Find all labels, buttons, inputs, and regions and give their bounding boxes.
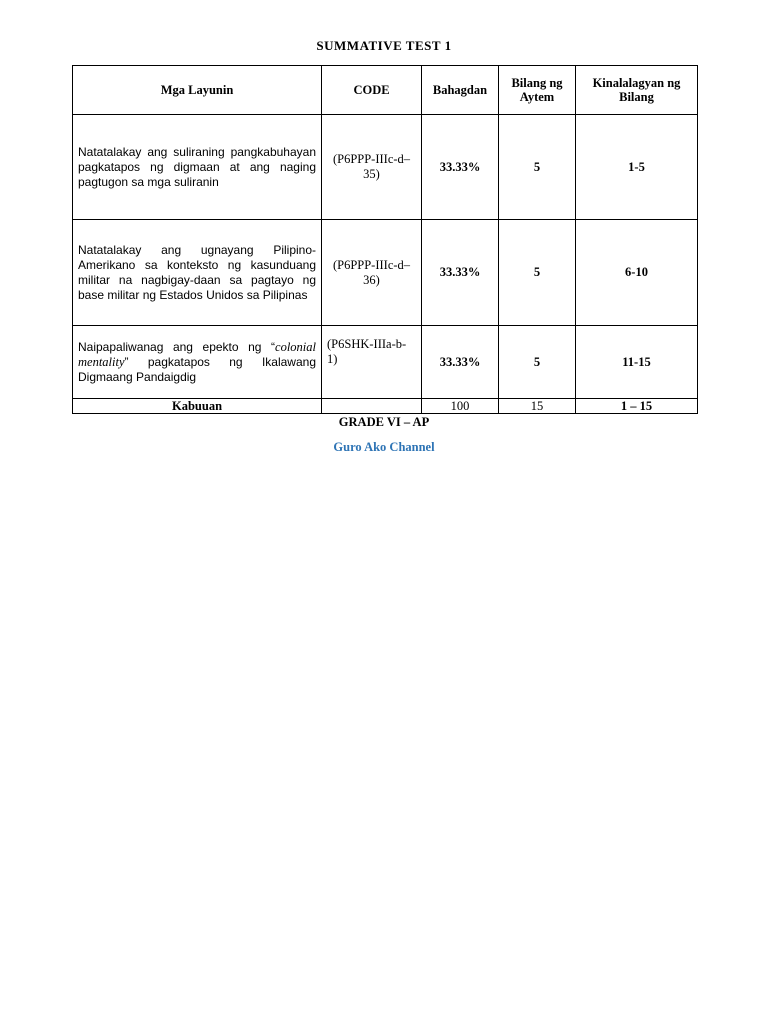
total-bilang: 15 [499, 399, 576, 414]
row-kinalalagyan: 11-15 [576, 326, 698, 399]
row-layunin: Natatalakay ang ugnayang Pilipino-Amerikano sa konteksto ng kasunduang militar na nagbigay-daan sa pagtayo ng base militar ng Estados Unidos sa Pilipinas [73, 220, 322, 326]
header-bahagdan-text: Bahagdan [432, 83, 488, 97]
row-layunin-italic: colonial mentality [78, 339, 316, 369]
table-of-specifications [72, 65, 698, 414]
header-layunin: Mga Layunin [73, 66, 322, 115]
row-layunin-post: ” pagkatapos ng Ikalawang Digmaang Pandaigdig [78, 354, 316, 384]
row-code: (P6PPP-IIIc-d–36) [322, 220, 422, 326]
row-layunin [73, 326, 322, 399]
total-code [322, 399, 422, 414]
row-bilang: 5 [499, 115, 576, 220]
total-label: Kabuuan [73, 399, 322, 414]
row-bilang: 5 [499, 220, 576, 326]
row-kinalalagyan: 1-5 [576, 115, 698, 220]
header-code: CODE [322, 66, 422, 115]
row-bahagdan: 33.33% [422, 326, 499, 399]
table-row [73, 326, 698, 399]
table-row [73, 220, 698, 326]
header-kinalalagyan: Kinalalagyan ng Bilang [576, 66, 698, 115]
header-bilang: Bilang ng Aytem [499, 66, 576, 115]
header-bahagdan [422, 66, 499, 115]
total-bahagdan: 100 [422, 399, 499, 414]
row-code: (P6SHK-IIIa-b-1) [322, 326, 422, 399]
grade-label: GRADE VI – AP [338, 415, 430, 429]
row-layunin-pre: Naipapaliwanag ang epekto ng “ [78, 339, 276, 354]
row-bahagdan: 33.33% [422, 220, 499, 326]
total-kinalalagyan: 1 – 15 [576, 399, 698, 414]
row-code: (P6PPP-IIIc-d–35) [322, 115, 422, 220]
row-layunin: Natatalakay ang suliraning pangkabuhayan pagkatapos ng digmaan at ang naging pagtugon sa mga suliranin [73, 115, 322, 220]
page-title: SUMMATIVE TEST 1 [316, 38, 452, 53]
row-bahagdan: 33.33% [422, 115, 499, 220]
total-row [73, 399, 698, 414]
channel-label: Guro Ako Channel [333, 440, 435, 454]
table-header-row [73, 66, 698, 115]
row-kinalalagyan: 6-10 [576, 220, 698, 326]
row-bilang: 5 [499, 326, 576, 399]
table-row [73, 115, 698, 220]
